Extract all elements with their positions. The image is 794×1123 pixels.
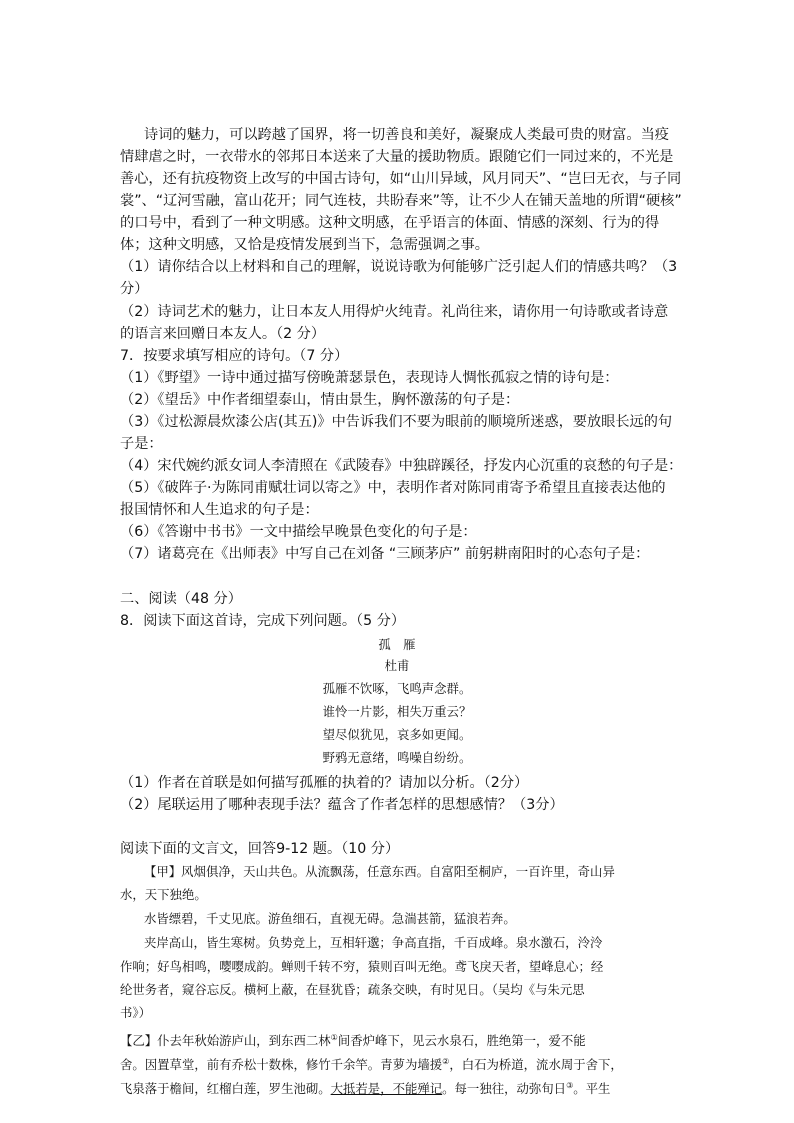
question-line: 的语言来回赠日本友人。（2 分） (120, 326, 326, 342)
question-line: （2）诗词艺术的魅力，让日本友人用得炉火纯青。礼尚往来，请你用一句诗歌或者诗意 (120, 304, 669, 320)
footnote-marker: ① (330, 1033, 338, 1042)
question-line: 报国情怀和人生追求的句子是： (120, 502, 319, 518)
question-line: （2）《望岳》中作者细望泰山，情由景生，胸怀激荡的句子是： (120, 392, 520, 408)
question-line: （3）《过松源晨炊漆公店(其五)》中告诉我们不要为眼前的顺境所迷惑，要放眼长远的句 (120, 414, 673, 430)
question-line: （5）《破阵子·为陈同甫赋壮词以寄之》中，表明作者对陈同甫寄予希望且直接表达他的 (120, 480, 666, 496)
classical-text-line: 水，天下独绝。 (120, 887, 207, 902)
passage-line: 的口号中，看到了一种文明感。这种文明感，在乎语言的体面、情感的深刻、行为的得 (120, 215, 660, 231)
classical-text-line (120, 1058, 623, 1071)
classical-text-line: 夹岸高山，皆生寒树。负势竞上，互相轩邈；争高直指，千百成峰。泉水激石，泠泠 (144, 935, 603, 950)
poem-line: 望尽似犹见，哀多如更闻。 (322, 727, 472, 742)
passage-line: 裳”、“辽河雪融，富山花开；同气连枝，共盼春来”等，让不少人在铺天盖地的所谓“硬核” (120, 193, 682, 209)
poem-author: 杜甫 (384, 658, 410, 673)
poem-line: 孤雁不饮啄，飞鸣声念群。 (322, 681, 472, 696)
reading-intro: 阅读下面的文言文，回答9-12 题。（10 分） (120, 841, 400, 857)
text-segment: 间香炉峰下，见云水泉石，胜绝第一，爱不能 (337, 1033, 586, 1048)
text-segment: 飞泉落于檐间，红榴白莲，罗生池砌。 (120, 1081, 331, 1096)
passage-line: 体；这种文明感，又恰是疫情发展到当下，急需强调之事。 (120, 237, 489, 253)
question-line: （1）作者在首联是如何描写孤雁的执着的？请加以分析。（2分） (120, 775, 529, 791)
question-line: （7）诸葛亮在《出师表》中写自己在刘备 “三顾茅庐” 前躬耕南阳时的心态句子是： (120, 546, 650, 562)
passage-line: 善心，还有抗疫物资上改写的中国古诗句，如“山川异域，风月同天”、“岂曰无衣，与子同 (120, 171, 682, 187)
passage-line: 情肆虐之时，一衣带水的邻邦日本送来了大量的援助物质。跟随它们一同过来的，不光是 (120, 149, 674, 165)
poem-line: 谁怜一片影，相失万重云？ (322, 704, 472, 719)
classical-text-line (120, 1034, 586, 1047)
question-line: （2）尾联运用了哪种表现手法？蕴含了作者怎样的思想感情？（3分） (120, 797, 564, 813)
text-segment: 【乙】仆去年秋始游庐山，到东西二林 (120, 1033, 331, 1048)
text-segment: 。每一独往，动弥旬日 (442, 1081, 567, 1096)
classical-text-line: 水皆缥碧，千丈见底。游鱼细石，直视无碍。急湍甚箭，猛浪若奔。 (144, 911, 516, 926)
passage-line: 诗词的魅力，可以跨越了国界，将一切善良和美好，凝聚成人类最可贵的财富。当疫 (144, 127, 669, 143)
section-heading: 二、阅读（48 分） (120, 591, 242, 607)
question-line: 分） (120, 281, 149, 297)
question-title: 7．按要求填写相应的诗句。（7 分） (120, 348, 349, 364)
question-line: （1）《野望》一诗中通过描写傍晚萧瑟景色，表现诗人惆怅孤寂之情的诗句是： (120, 370, 619, 386)
poem-title: 孤 雁 (378, 637, 416, 652)
question-line: 子是： (120, 436, 163, 452)
underlined-sentence: 大抵若是，不能殚记 (330, 1081, 443, 1096)
question-line: （4）宋代婉约派女词人李清照在《武陵春》中独辟蹊径，抒发内心沉重的哀愁的句子是： (120, 458, 683, 474)
footnote-marker: ② (442, 1057, 450, 1066)
classical-text-line: 纶世务者，窥谷忘反。横柯上蔽，在昼犹昏；疏条交映，有时见日。（吴均《与朱元思 (120, 982, 585, 997)
question-title: 8．阅读下面这首诗，完成下列问题。（5 分） (120, 613, 406, 629)
classical-text-line: 作响；好鸟相鸣，嘤嘤成韵。蝉则千转不穷，猿则百叫无绝。鸢飞戾天者，望峰息心；经 (120, 959, 604, 974)
question-line: （1）请你结合以上材料和自己的理解，说说诗歌为何能够广泛引起人们的情感共鸣？（3 (120, 259, 678, 275)
text-segment: 。平生 (573, 1081, 611, 1096)
question-line: （6）《答谢中书书》一文中描绘早晚景色变化的句子是： (120, 524, 477, 540)
text-segment: ，白石为桥道，流水周于舍下， (449, 1057, 623, 1072)
footnote-marker: ③ (566, 1081, 574, 1090)
text-segment: 舍。因置草堂，前有乔松十数株，修竹千余竿。青萝为墙援 (120, 1057, 443, 1072)
classical-text-line: 【甲】风烟俱净，天山共色。从流飘荡，任意东西。自富阳至桐庐，一百许里，奇山异 (144, 864, 615, 879)
classical-text-line: 书》） (120, 1005, 151, 1020)
poem-line: 野鸦无意绪，鸣噪自纷纷。 (322, 750, 472, 765)
classical-text-line (120, 1082, 610, 1095)
